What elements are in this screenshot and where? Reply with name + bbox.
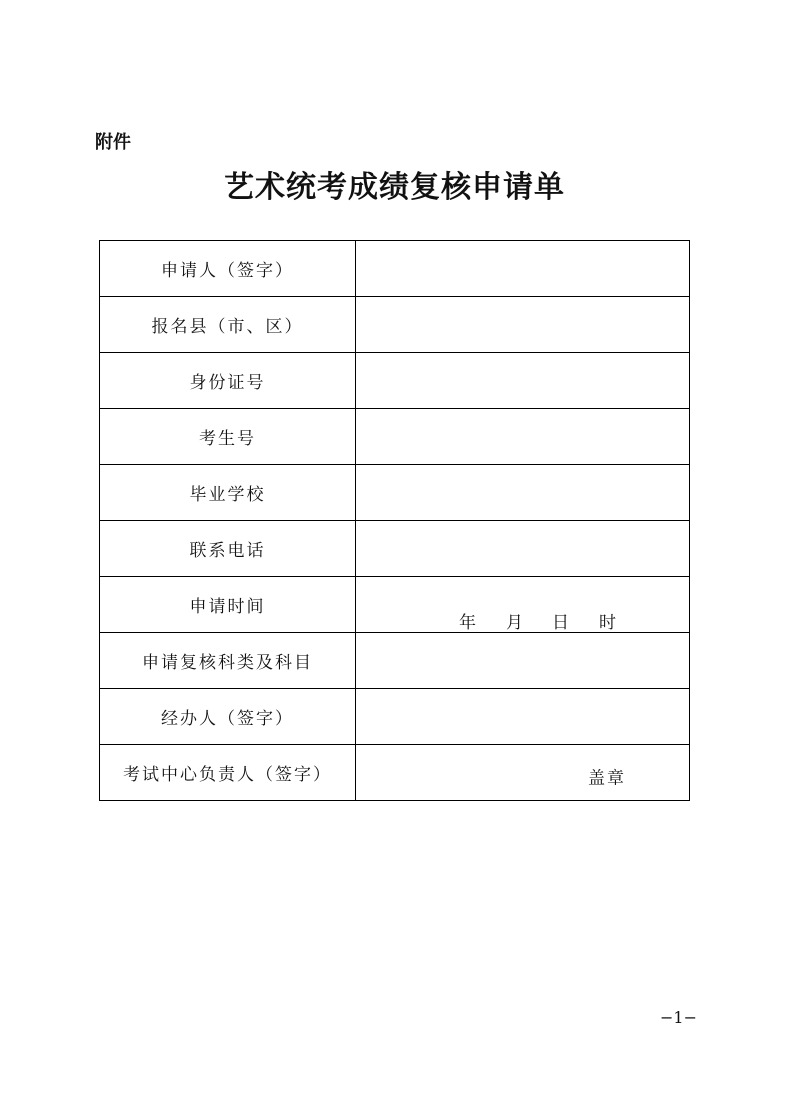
form-row-review-subjects (100, 633, 690, 689)
form-row-exam-number (100, 409, 690, 465)
graduation-school-label: 毕业学校 (100, 465, 356, 521)
form-row-id-number (100, 353, 690, 409)
form-row-county (100, 297, 690, 353)
exam-number-field[interactable] (356, 409, 690, 465)
id-number-field[interactable] (356, 353, 690, 409)
center-head-signature-label: 考试中心负责人（签字） (100, 745, 356, 801)
document-title: 艺术统考成绩复核申请单 (224, 170, 565, 205)
form-row-phone (100, 521, 690, 577)
page-number: −1− (660, 1008, 697, 1027)
applicant-signature-label: 申请人（签字） (100, 241, 356, 297)
applicant-signature-field[interactable] (356, 241, 690, 297)
form-row-center-head (100, 745, 690, 801)
registration-county-field[interactable] (356, 297, 690, 353)
year-unit-label: 年 (459, 612, 476, 633)
phone-field[interactable] (356, 521, 690, 577)
hour-unit-label: 时 (599, 612, 616, 633)
application-time-label: 申请时间 (100, 577, 356, 633)
review-subjects-label: 申请复核科类及科目 (100, 633, 356, 689)
attachment-label: 附件 (95, 132, 131, 153)
graduation-school-field[interactable] (356, 465, 690, 521)
form-row-applicant (100, 241, 690, 297)
form-row-handler (100, 689, 690, 745)
form-row-application-time (100, 577, 690, 633)
handler-signature-label: 经办人（签字） (100, 689, 356, 745)
application-time-field[interactable] (356, 577, 690, 633)
exam-number-label: 考生号 (100, 409, 356, 465)
month-unit-label: 月 (506, 612, 523, 633)
seal-label: 盖章 (588, 768, 626, 788)
day-unit-label: 日 (552, 612, 569, 633)
registration-county-label: 报名县（市、区） (100, 297, 356, 353)
handler-signature-field[interactable] (356, 689, 690, 745)
center-head-signature-field[interactable] (356, 745, 690, 801)
review-subjects-field[interactable] (356, 633, 690, 689)
form-row-school (100, 465, 690, 521)
id-number-label: 身份证号 (100, 353, 356, 409)
application-form-table (99, 240, 690, 801)
phone-label: 联系电话 (100, 521, 356, 577)
